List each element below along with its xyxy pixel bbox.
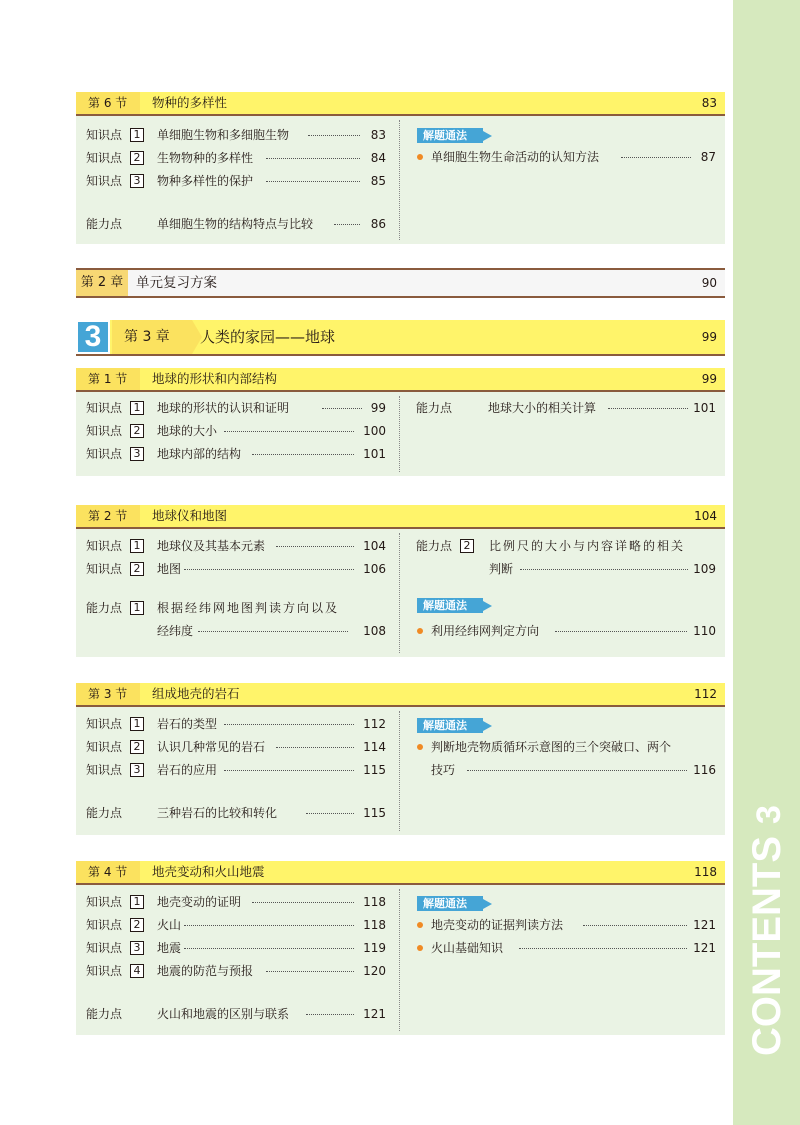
leader-dots (184, 948, 354, 949)
item-number: 2 (130, 151, 144, 165)
item-number: 1 (130, 539, 144, 553)
leader-dots (608, 408, 688, 409)
leader-dots (184, 925, 354, 926)
chapter-number: 第 2 章 (76, 270, 128, 296)
knowledge-label: 知识点 (86, 941, 123, 955)
toc-entry[interactable] (76, 214, 386, 234)
entry-title: 火山 (157, 918, 182, 932)
chapter-title: 人类的家园——地球 (200, 328, 336, 346)
item-number: 1 (130, 601, 144, 615)
item-number: 2 (130, 562, 144, 576)
chapter-number: 第 3 章 (112, 320, 192, 354)
method-tag: 解题通法 (417, 718, 483, 733)
leader-dots (252, 454, 354, 455)
entry-title: 物种多样性的保护 (157, 174, 254, 188)
toc-entry[interactable] (76, 760, 386, 780)
knowledge-label: 知识点 (86, 740, 123, 754)
leader-dots (184, 569, 354, 570)
entry-title: 利用经纬网判定方向 (431, 624, 540, 638)
toc-entry[interactable] (76, 536, 386, 556)
toc-entry[interactable] (76, 598, 386, 618)
section-3 (76, 683, 725, 835)
entry-title-line2: 判断 (489, 562, 514, 576)
section-header[interactable] (76, 505, 725, 529)
leader-dots (266, 971, 354, 972)
method-tag: 解题通法 (417, 896, 483, 911)
page-number: 3 (750, 805, 788, 824)
entry-title: 地球大小的相关计算 (488, 401, 597, 415)
leader-dots (266, 158, 360, 159)
knowledge-label: 知识点 (86, 447, 123, 461)
knowledge-label: 知识点 (86, 151, 123, 165)
section-number: 第 3 节 (76, 683, 140, 705)
section-title: 组成地壳的岩石 (152, 686, 240, 701)
entry-title: 地震 (157, 941, 182, 955)
leader-dots (306, 1014, 354, 1015)
section-page: 104 (694, 509, 717, 523)
section-title: 地球的形状和内部结构 (152, 371, 278, 386)
section-number: 第 1 节 (76, 368, 140, 390)
section-header[interactable] (76, 861, 725, 885)
bullet-icon (417, 744, 423, 750)
item-number: 1 (130, 128, 144, 142)
chapter-page: 99 (701, 330, 717, 344)
item-number: 1 (130, 401, 144, 415)
entry-page: 114 (363, 740, 386, 754)
leader-dots (520, 569, 688, 570)
toc-entry[interactable] (431, 147, 716, 167)
toc-entry[interactable] (76, 892, 386, 912)
leader-dots (555, 631, 687, 632)
entry-page: 106 (363, 562, 386, 576)
entry-title: 单细胞生物的结构特点与比较 (157, 217, 314, 231)
entry-title: 地图 (157, 562, 182, 576)
chapter-title: 单元复习方案 (136, 275, 217, 291)
entry-title: 火山基础知识 (431, 941, 504, 955)
entry-title: 地球的形状的认识和证明 (157, 401, 290, 415)
knowledge-label: 知识点 (86, 895, 123, 909)
section-1 (76, 368, 725, 476)
item-number: 2 (130, 424, 144, 438)
entry-page: 104 (363, 539, 386, 553)
toc-entry[interactable] (431, 621, 716, 641)
entry-title: 生物物种的多样性 (157, 151, 254, 165)
section-2 (76, 505, 725, 657)
entry-title: 判断地壳物质循环示意图的三个突破口、两个 (431, 740, 672, 754)
bullet-icon (417, 922, 423, 928)
entry-title: 岩石的应用 (157, 763, 218, 777)
section-page: 99 (701, 372, 717, 386)
entry-title: 三种岩石的比较和转化 (157, 806, 278, 820)
column-divider (399, 533, 400, 653)
ability-label: 能力点 (86, 217, 123, 231)
toc-entry[interactable] (76, 171, 386, 191)
column-divider (399, 396, 400, 472)
entry-page: 101 (363, 447, 386, 461)
column-divider (399, 711, 400, 831)
toc-entry[interactable] (76, 125, 386, 145)
item-number: 3 (130, 941, 144, 955)
item-number: 3 (130, 174, 144, 188)
knowledge-label: 知识点 (86, 174, 123, 188)
entry-title: 地球内部的结构 (157, 447, 242, 461)
entry-page: 121 (693, 918, 716, 932)
entry-title: 地壳变动的证据判读方法 (431, 918, 564, 932)
entry-page: 118 (363, 895, 386, 909)
toc-entry[interactable] (76, 961, 386, 981)
knowledge-label: 知识点 (86, 424, 123, 438)
ability-label: 能力点 (86, 601, 123, 615)
contents-vertical-label (741, 796, 793, 1056)
section-number: 第 4 节 (76, 861, 140, 883)
section-body (76, 116, 725, 244)
leader-dots (334, 224, 360, 225)
leader-dots (252, 902, 354, 903)
toc-entry[interactable] (76, 938, 386, 958)
toc-entry[interactable] (76, 915, 386, 935)
section-body (76, 885, 725, 1035)
toc-entry[interactable] (76, 1004, 386, 1024)
leader-dots (519, 948, 687, 949)
leader-dots (276, 747, 354, 748)
knowledge-label: 知识点 (86, 562, 123, 576)
section-number: 第 6 节 (76, 92, 140, 114)
entry-title: 地球仪及其基本元素 (157, 539, 266, 553)
entry-page: 110 (693, 624, 716, 638)
knowledge-label: 知识点 (86, 401, 123, 415)
bullet-icon (417, 628, 423, 634)
section-page: 112 (694, 687, 717, 701)
column-divider (399, 120, 400, 240)
entry-page: 84 (370, 151, 386, 165)
ability-label: 能力点 (416, 539, 453, 553)
method-tag: 解题通法 (417, 128, 483, 143)
chapter-page: 90 (701, 276, 717, 290)
bullet-icon (417, 945, 423, 951)
section-page: 83 (701, 96, 717, 110)
toc-entry[interactable] (431, 938, 716, 958)
entry-page: 121 (363, 1007, 386, 1021)
entry-page: 115 (363, 806, 386, 820)
bullet-icon (417, 154, 423, 160)
entry-title: 地震的防范与预报 (157, 964, 254, 978)
entry-page: 85 (370, 174, 386, 188)
entry-page: 115 (363, 763, 386, 777)
toc-entry[interactable] (431, 915, 716, 935)
toc-entry[interactable] (76, 421, 386, 441)
knowledge-label: 知识点 (86, 128, 123, 142)
entry-page: 120 (363, 964, 386, 978)
entry-title-line2: 技巧 (431, 763, 456, 777)
leader-dots (224, 770, 354, 771)
leader-dots (306, 813, 354, 814)
knowledge-label: 知识点 (86, 918, 123, 932)
toc-entry-continued[interactable] (76, 621, 386, 641)
entry-title: 火山和地震的区别与联系 (157, 1007, 290, 1021)
entry-title: 岩石的类型 (157, 717, 218, 731)
entry-page: 121 (693, 941, 716, 955)
section-number: 第 2 节 (76, 505, 140, 527)
chapter-badge: 3 (76, 320, 110, 354)
toc-entry[interactable] (76, 714, 386, 734)
entry-page: 101 (693, 401, 716, 415)
section-header[interactable] (76, 683, 725, 707)
toc-entry[interactable] (416, 398, 716, 418)
item-number: 4 (130, 964, 144, 978)
leader-dots (198, 631, 348, 632)
toc-entry[interactable] (76, 444, 386, 464)
toc-entry[interactable] (76, 148, 386, 168)
section-page: 118 (694, 865, 717, 879)
entry-page: 87 (700, 150, 716, 164)
entry-page: 112 (363, 717, 386, 731)
section-title: 地壳变动和火山地震 (152, 864, 265, 879)
section-header[interactable] (76, 92, 725, 116)
entry-page: 83 (370, 128, 386, 142)
entry-page: 118 (363, 918, 386, 932)
item-number: 3 (130, 447, 144, 461)
leader-dots (322, 408, 362, 409)
knowledge-label: 知识点 (86, 717, 123, 731)
item-number: 2 (130, 740, 144, 754)
section-body (76, 529, 725, 657)
method-tag: 解题通法 (417, 598, 483, 613)
leader-dots (467, 770, 687, 771)
knowledge-label: 知识点 (86, 539, 123, 553)
ability-label: 能力点 (86, 1007, 123, 1021)
item-number: 1 (130, 717, 144, 731)
entry-page: 116 (693, 763, 716, 777)
leader-dots (224, 724, 354, 725)
entry-page: 100 (363, 424, 386, 438)
entry-title: 单细胞生物和多细胞生物 (157, 128, 290, 142)
item-number: 2 (130, 918, 144, 932)
entry-page: 119 (363, 941, 386, 955)
entry-title: 地壳变动的证明 (157, 895, 242, 909)
toc-entry-continued[interactable] (431, 760, 716, 780)
contents-word: CONTENTS (745, 836, 789, 1056)
entry-title: 根据经纬网地图判读方向以及 (157, 601, 340, 615)
knowledge-label: 知识点 (86, 964, 123, 978)
column-divider (399, 889, 400, 1031)
ability-label: 能力点 (416, 401, 453, 415)
leader-dots (308, 135, 360, 136)
entry-title: 比例尺的大小与内容详略的相关 (489, 539, 686, 553)
leader-dots (621, 157, 691, 158)
toc-entry[interactable] (416, 536, 716, 556)
section-title: 物种的多样性 (152, 95, 228, 110)
item-number: 3 (130, 763, 144, 777)
section-4 (76, 861, 725, 1035)
leader-dots (583, 925, 687, 926)
entry-title-line2: 经纬度 (157, 624, 194, 638)
entry-title: 地球的大小 (157, 424, 218, 438)
knowledge-label: 知识点 (86, 763, 123, 777)
leader-dots (276, 546, 354, 547)
entry-page: 99 (370, 401, 386, 415)
item-number: 1 (130, 895, 144, 909)
section-6 (76, 92, 725, 244)
leader-dots (224, 431, 354, 432)
toc-entry-continued[interactable] (416, 559, 716, 579)
section-title: 地球仪和地图 (152, 508, 228, 523)
toc-entry[interactable] (431, 737, 716, 757)
entry-page: 86 (370, 217, 386, 231)
chapter-3-header[interactable] (76, 320, 725, 356)
toc-entry[interactable] (76, 398, 386, 418)
chapter-2-header[interactable] (76, 268, 725, 298)
leader-dots (266, 181, 360, 182)
section-body (76, 707, 725, 835)
item-number: 2 (460, 539, 474, 553)
entry-page: 109 (693, 562, 716, 576)
entry-title: 认识几种常见的岩石 (157, 740, 266, 754)
toc-entry[interactable] (76, 559, 386, 579)
entry-page: 108 (363, 624, 386, 638)
toc-entry[interactable] (76, 803, 386, 823)
ability-label: 能力点 (86, 806, 123, 820)
section-body (76, 392, 725, 476)
section-header[interactable] (76, 368, 725, 392)
entry-title: 单细胞生物生命活动的认知方法 (431, 150, 600, 164)
toc-entry[interactable] (76, 737, 386, 757)
